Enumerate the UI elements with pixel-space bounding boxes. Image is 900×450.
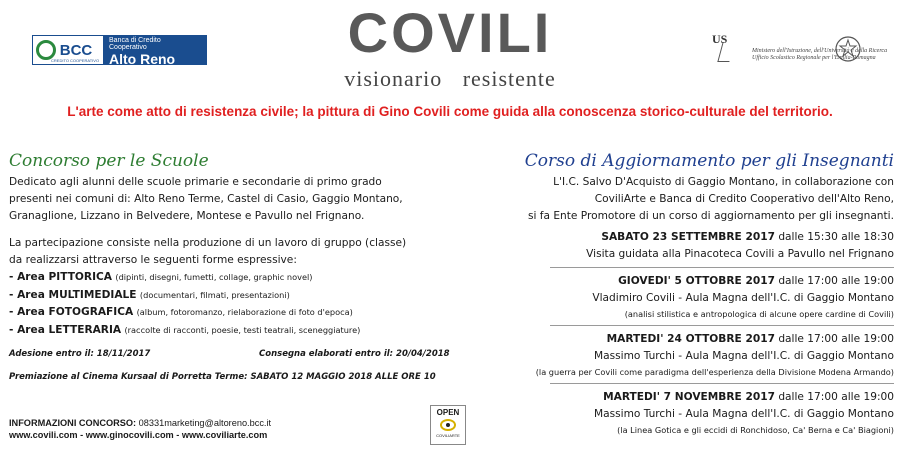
corso-heading: Corso di Aggiornamento per gli Insegnanti: [524, 151, 894, 171]
area-desc: (album, fotoromanzo, rielaborazione di foto d'epoca): [136, 307, 353, 318]
event-time: dalle 17:00 alle 19:00: [774, 275, 894, 288]
event-date: SABATO 23 SETTEMBRE 2017: [601, 231, 775, 244]
list-item: [9, 322, 454, 340]
event-note: (la Linea Gotica e gli eccidi di Ronchidoso, Ca' Berna e Ca' Biagioni): [617, 425, 894, 436]
divider: [550, 267, 894, 268]
us-logo: [712, 28, 738, 64]
page-title: COVILI: [347, 1, 553, 64]
event-datetime: [450, 389, 894, 406]
consegna-deadline: Consegna elaborati entro il: 20/04/2018: [259, 349, 450, 360]
page-subtitle: visionario resistente: [344, 66, 556, 91]
bcc-mark-text: BCC: [59, 41, 93, 59]
event-2: [450, 273, 894, 321]
participation-text: [9, 235, 454, 269]
event-location: Massimo Turchi - Aula Magna dell'I.C. di Gaggio Montano: [593, 408, 894, 421]
concorso-intro: [9, 174, 454, 226]
area-list: [9, 269, 454, 339]
event-3: [450, 331, 894, 379]
concorso-section: [9, 150, 454, 382]
bcc-name-line2: Alto Reno: [109, 51, 176, 67]
deadlines: [9, 349, 454, 359]
participation-line: La partecipazione consiste nella produzione di un lavoro di gruppo (classe): [9, 236, 407, 249]
adesione-deadline: Adesione entro il: 18/11/2017: [9, 349, 151, 360]
bcc-mark-subtext: CREDITO COOPERATIVO: [51, 58, 100, 63]
corso-intro-line: CoviliArte e Banca di Credito Cooperativo dell'Alto Reno,: [594, 192, 894, 205]
event-location: Vladimiro Covili - Aula Magna dell'I.C. di Gaggio Montano: [592, 292, 894, 305]
concorso-intro-line: Granaglione, Lizzano in Belvedere, Montese e Pavullo nel Frignano.: [9, 210, 365, 223]
event-date: MARTEDI' 7 NOVEMBRE 2017: [603, 391, 775, 404]
area-name: - Area FOTOGRAFICA: [9, 306, 134, 319]
contact-info: [9, 417, 271, 429]
corso-intro-line: L'I.C. Salvo D'Acquisto di Gaggio Montano, in collaborazione con: [553, 176, 894, 188]
area-desc: (documentari, filmati, presentazioni): [139, 289, 290, 300]
event-note: (analisi stilistica e antropologica di alcune opere cardine di Covili): [624, 309, 894, 320]
contact-email[interactable]: 08331marketing@altoreno.bcc.it: [136, 418, 272, 428]
event-4: [450, 389, 894, 437]
headline: L'arte come atto di resistenza civile; la pittura di Gino Covili come guida alla conoscenza storico-culturale del territorio.: [67, 104, 833, 119]
area-name: - Area LETTERARIA: [9, 323, 122, 336]
area-desc: (dipinti, disegni, fumetti, collage, graphic novel): [115, 272, 313, 283]
list-item: [9, 287, 454, 305]
corso-intro: [450, 174, 894, 224]
corso-section: [450, 150, 894, 437]
website-links[interactable]: [9, 429, 271, 441]
event-datetime: [450, 273, 894, 290]
bcc-name-line1: Banca di Credito Cooperativo: [109, 37, 161, 51]
list-item: [9, 304, 454, 322]
area-desc: (raccolte di racconti, poesie, testi teatrali, sceneggiature): [124, 324, 361, 335]
footer: [9, 417, 271, 441]
open-logo-text: OPEN: [436, 408, 460, 417]
award-ceremony: Premiazione al Cinema Kursaal di Porretta Terme: SABATO 12 MAGGIO 2018 ALLE ORE 10: [9, 372, 436, 383]
contact-label: INFORMAZIONI CONCORSO:: [9, 418, 137, 428]
event-date: MARTEDI' 24 OTTOBRE 2017: [606, 333, 775, 346]
ministry-caption: Ministero dell'Istruzione, dell'Università e della Ricerca Ufficio Scolastico Regionale per l'Emilia-Romagna: [752, 48, 888, 61]
event-1: [450, 229, 894, 263]
concorso-intro-line: Dedicato agli alunni delle scuole primarie e secondarie di primo grado: [9, 176, 382, 188]
area-name: - Area MULTIMEDIALE: [9, 288, 137, 301]
event-date: GIOVEDI' 5 OTTOBRE 2017: [618, 275, 775, 288]
website-links-text[interactable]: www.covili.com - www.ginocovili.com - www.coviliarte.com: [9, 430, 268, 440]
concorso-heading: Concorso per le Scuole: [9, 151, 209, 171]
event-location: Massimo Turchi - Aula Magna dell'I.C. di Gaggio Montano: [593, 350, 894, 363]
open-coviliarte-logo: [430, 405, 466, 445]
us-logo-text: US: [712, 32, 728, 46]
divider: [550, 383, 894, 384]
corso-intro-line: si fa Ente Promotore di un corso di aggiornamento per gli insegnanti.: [527, 209, 894, 222]
eye-icon: [440, 419, 456, 431]
event-time: dalle 17:00 alle 19:00: [774, 333, 894, 346]
list-item: [9, 269, 454, 287]
area-name: - Area PITTORICA: [9, 271, 113, 284]
open-logo-subtext: COVILIARTE: [436, 433, 460, 438]
event-time: dalle 15:30 alle 18:30: [774, 231, 894, 244]
event-location: Visita guidata alla Pinacoteca Covili a Pavullo nel Frignano: [586, 248, 894, 261]
event-note: (la guerra per Covili come paradigma dell'esperienza della Divisione Modena Armando): [535, 367, 894, 378]
event-time: dalle 17:00 alle 19:00: [774, 391, 894, 404]
event-datetime: [450, 229, 894, 246]
participation-line: da realizzarsi attraverso le seguenti forme espressive:: [9, 253, 297, 266]
concorso-intro-line: presenti nei comuni di: Alto Reno Terme, Castel di Casio, Gaggio Montano,: [9, 193, 403, 206]
event-datetime: [450, 331, 894, 348]
divider: [550, 325, 894, 326]
